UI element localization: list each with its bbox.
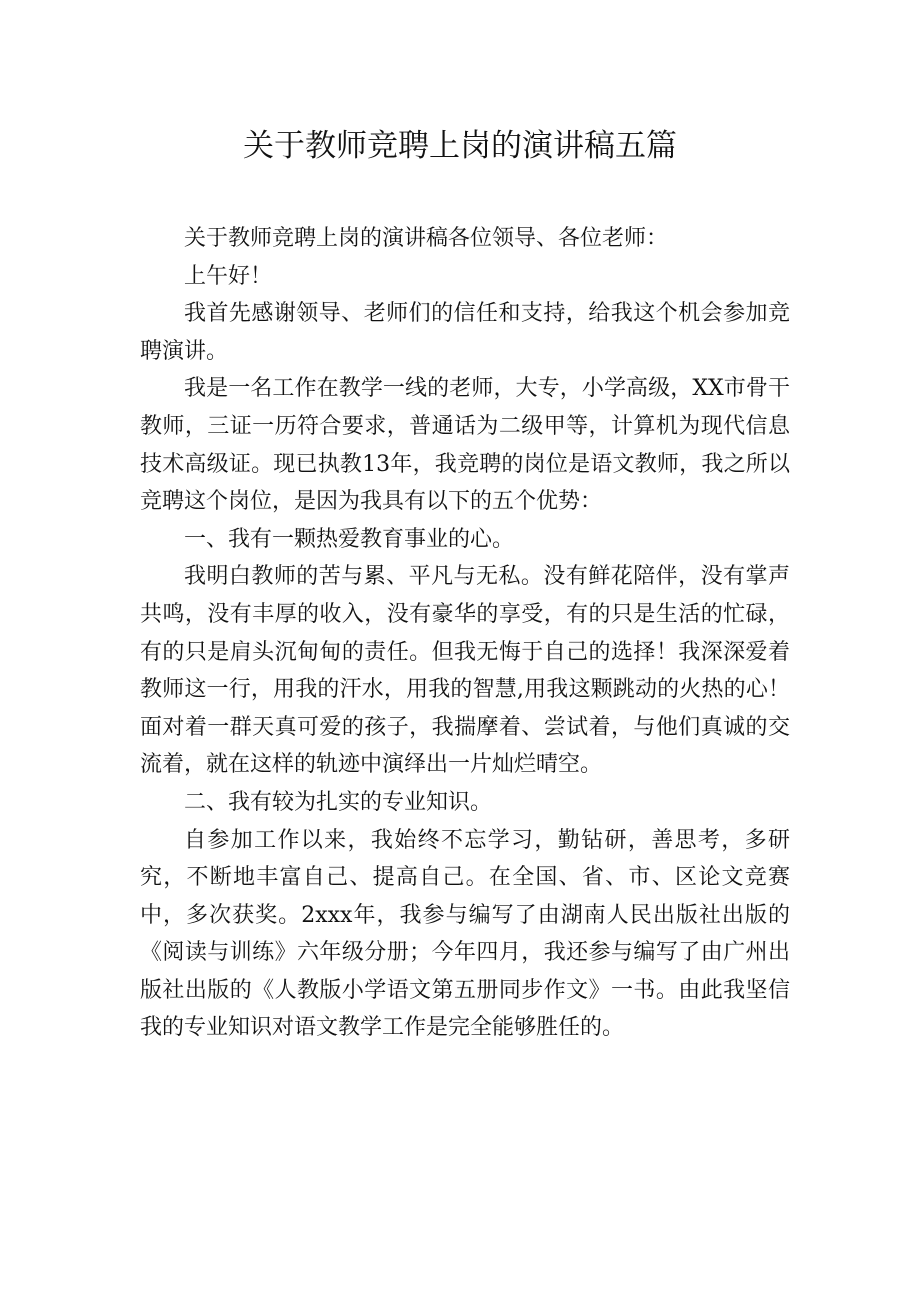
paragraph-expertise: 自参加工作以来，我始终不忘学习，勤钻研，善思考，多研究，不断地丰富自己、提高自己。在全国、省、市、区论文竞赛中，多次获奖。2xxx年，我参与编写了由湖南人民出版社出版的《阅读与训练》六年级分册；今年四月，我还参与编写了由广州出版社出版的《人教版小学语文第五册同步作文》一书。由此我坚信我的专业知识对语文教学工作是完全能够胜任的。 [140,827,790,1041]
paragraph-heading-two: 二、我有较为扎实的专业知识。 [184,789,493,815]
document-body [140,220,790,1047]
paragraph-greeting: 关于教师竞聘上岗的演讲稿各位领导、各位老师： [184,226,669,251]
paragraph-salutation: 上午好！ [184,263,273,289]
paragraph-passion: 我明白教师的苦与累、平凡与无私。没有鲜花陪伴，没有掌声共鸣，没有丰厚的收入，没有豪华的享受，有的只是生活的忙碌，有的只是肩头沉甸甸的责任。但我无悔于自己的选择！我深深爱着教师这一行，用我的汗水，用我的智慧,用我这颗跳动的火热的心！面对着一群天真可爱的孩子，我揣摩着、尝试着，与他们真诚的交流着，就在这样的轨迹中演绎出一片灿烂晴空。 [140,564,790,778]
paragraph-heading-one: 一、我有一颗热爱教育事业的心。 [184,526,515,552]
paragraph-thanks: 我首先感谢领导、老师们的信任和支持，给我这个机会参加竞聘演讲。 [140,301,790,364]
document-title: 关于教师竞聘上岗的演讲稿五篇 [243,128,677,164]
paragraph-introduction: 我是一名工作在教学一线的老师，大专，小学高级，XX市骨干教师，三证一历符合要求，普通话为二级甲等，计算机为现代信息技术高级证。现已执教13年，我竞聘的岗位是语文教师，我之所以竞聘这个岗位，是因为我具有以下的五个优势： [140,376,790,515]
